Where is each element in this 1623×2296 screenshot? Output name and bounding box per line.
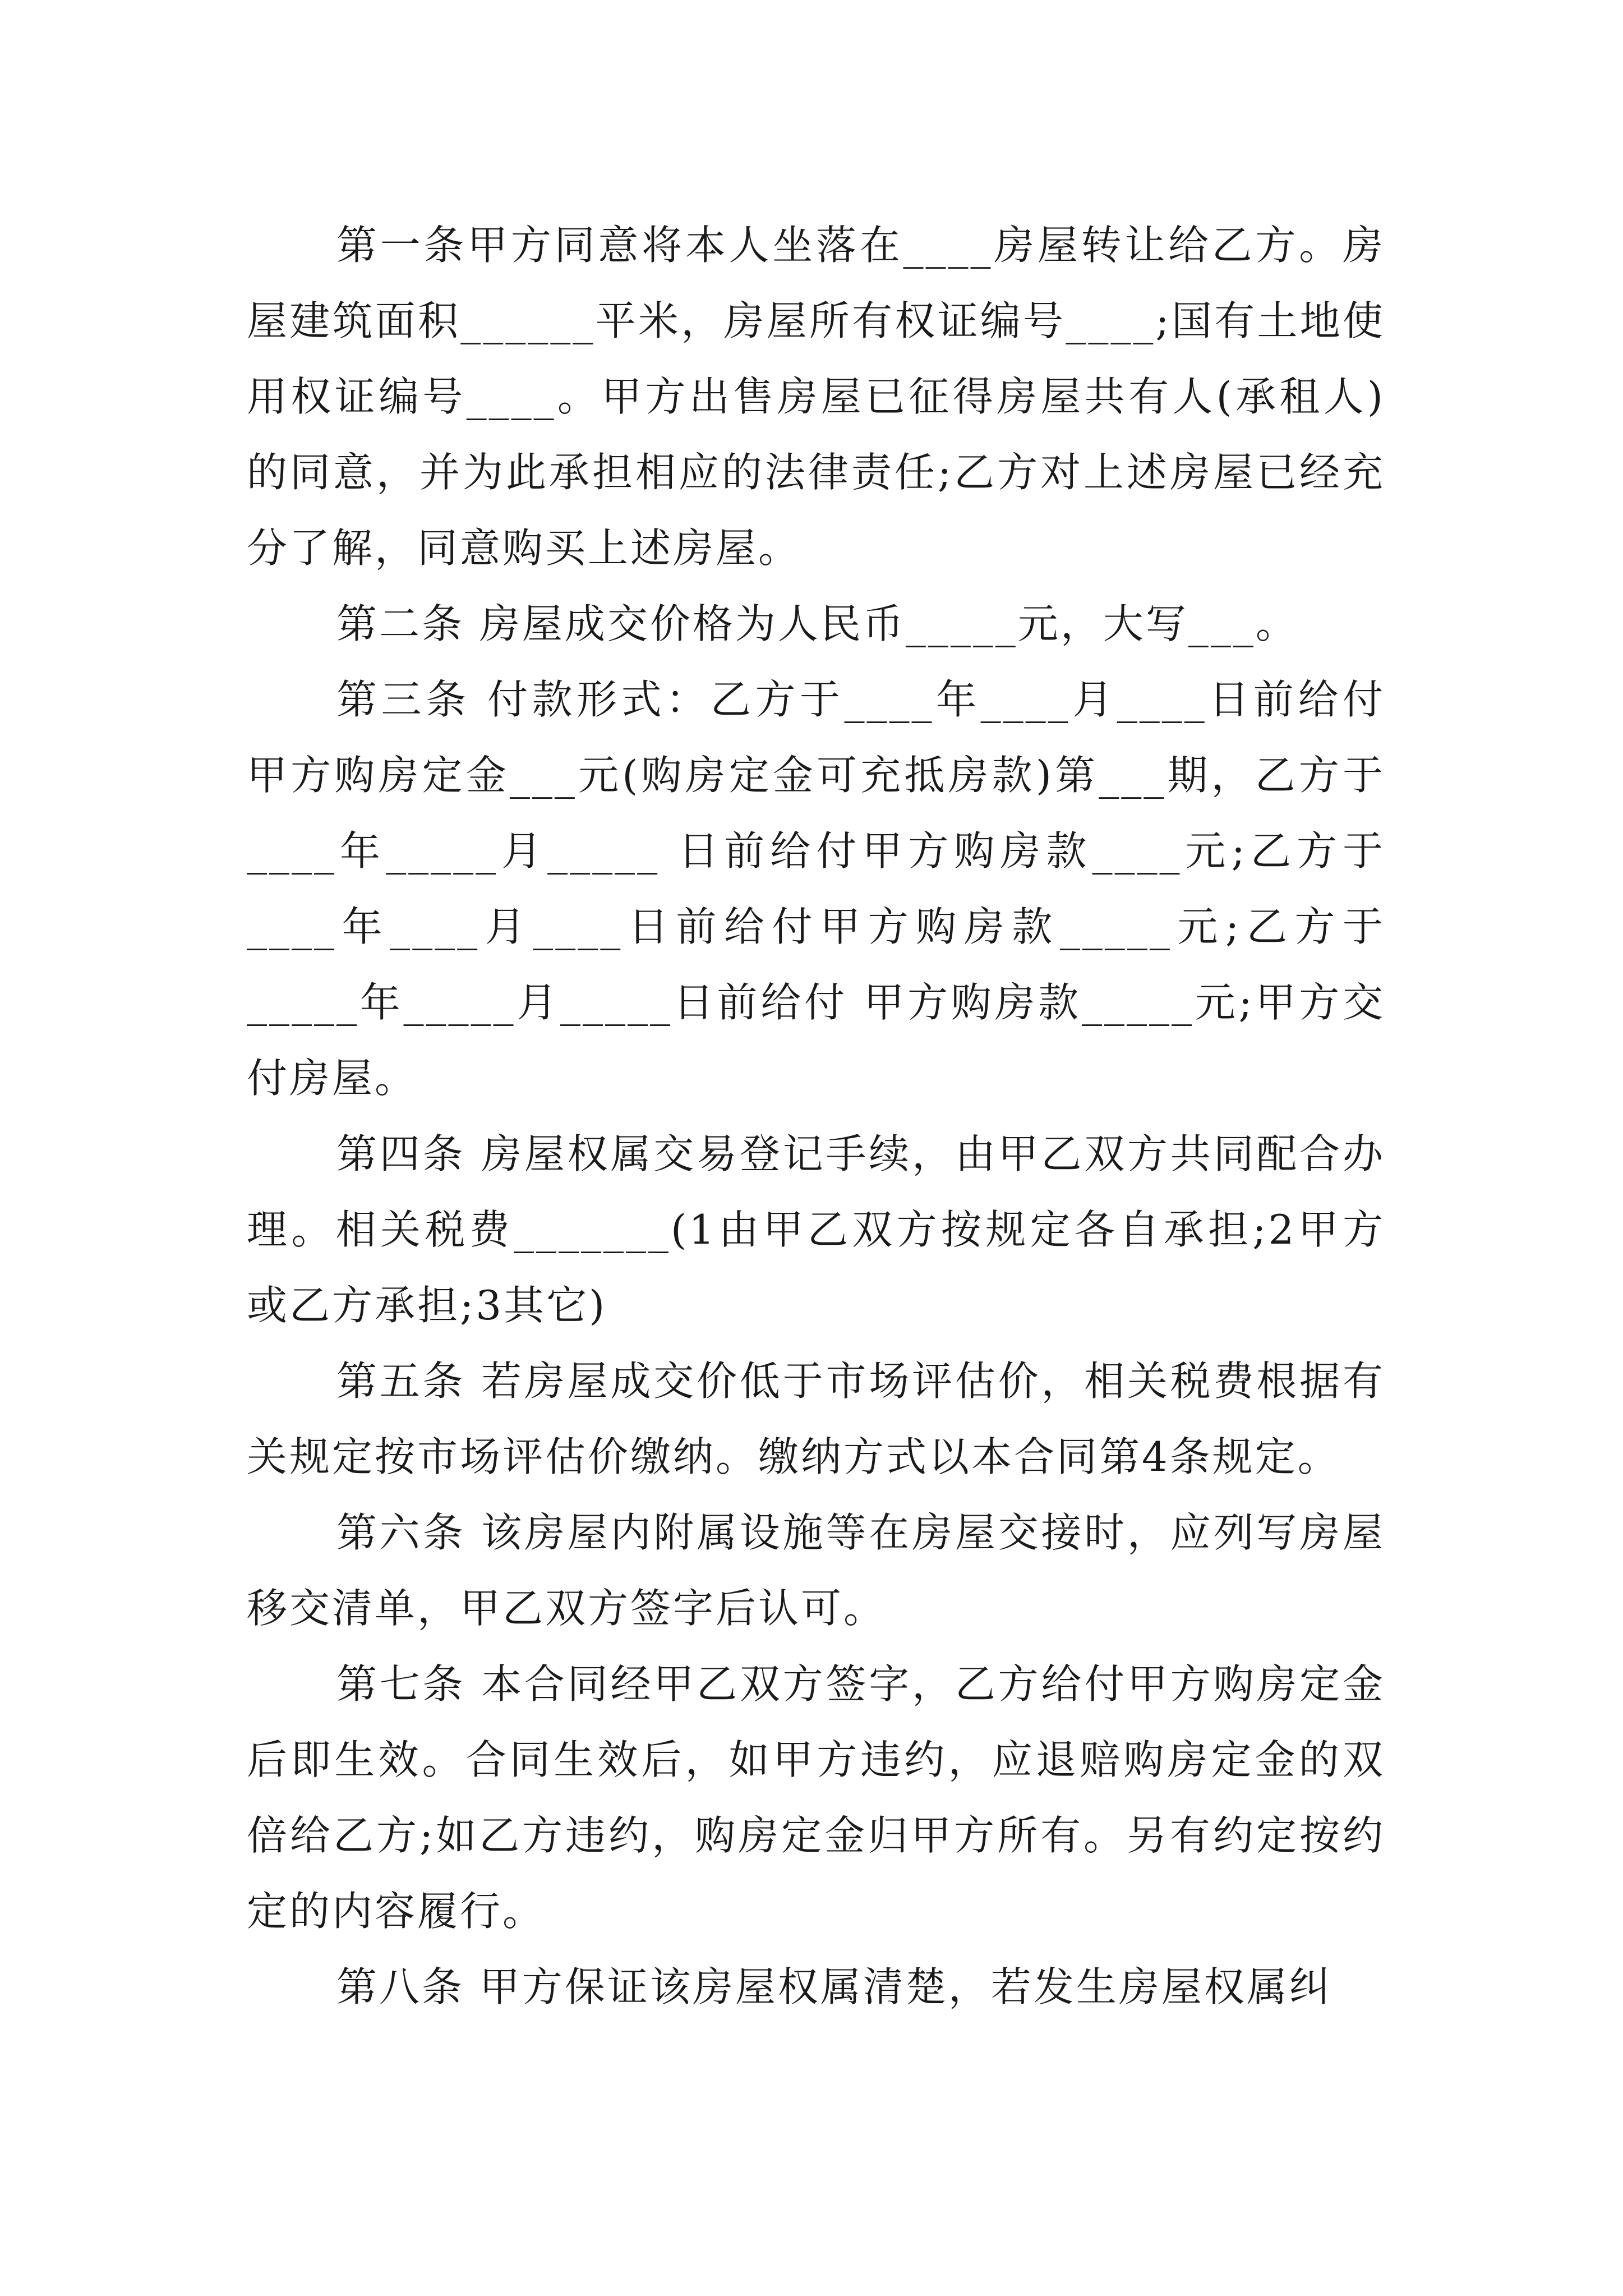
- article-4-paragraph: 第四条 房屋权属交易登记手续，由甲乙双方共同配合办理。相关税费_______(1由甲乙双方按规定各自承担;2甲方或乙方承担;3其它): [247, 1130, 1385, 1329]
- contract-body: [247, 208, 1385, 2025]
- article-7-paragraph: 第七条 本合同经甲乙双方签字，乙方给付甲方购房定金后即生效。合同生效后，如甲方违约，应退赔购房定金的双倍给乙方;如乙方违约，购房定金归甲方所有。另有约定按约定的内容履行。: [247, 1660, 1385, 1935]
- article-1-paragraph: 第一条甲方同意将本人坐落在____房屋转让给乙方。房屋建筑面积______平米，房屋所有权证编号____;国有土地使用权证编号____。甲方出售房屋已征得房屋共有人(承租人)的同意，并为此承担相应的法律责任;乙方对上述房屋已经充分了解，同意购买上述房屋。: [247, 222, 1385, 572]
- article-5-paragraph: 第五条 若房屋成交价低于市场评估价，相关税费根据有关规定按市场评估价缴纳。缴纳方式以本合同第4条规定。: [247, 1358, 1385, 1480]
- article-8-paragraph: 第八条 甲方保证该房屋权属清楚，若发生房屋权属纠: [336, 1963, 1332, 2010]
- article-2-paragraph: 第二条 房屋成交价格为人民币_____元，大写___。: [336, 600, 1298, 647]
- article-6-paragraph: 第六条 该房屋内附属设施等在房屋交接时，应列写房屋移交清单，甲乙双方签字后认可。: [247, 1509, 1385, 1632]
- article-3-paragraph: 第三条 付款形式：乙方于____年____月____日前给付甲方购房定金___元(购房定金可充抵房款)第___期，乙方于____年_____月_____ 日前给付甲方购房款____元;乙方于____年____月____日前给付甲方购房款_____元;乙方于_____年_____月_____日前给付 甲方购房款_____元;甲方交付房屋。: [247, 676, 1385, 1102]
